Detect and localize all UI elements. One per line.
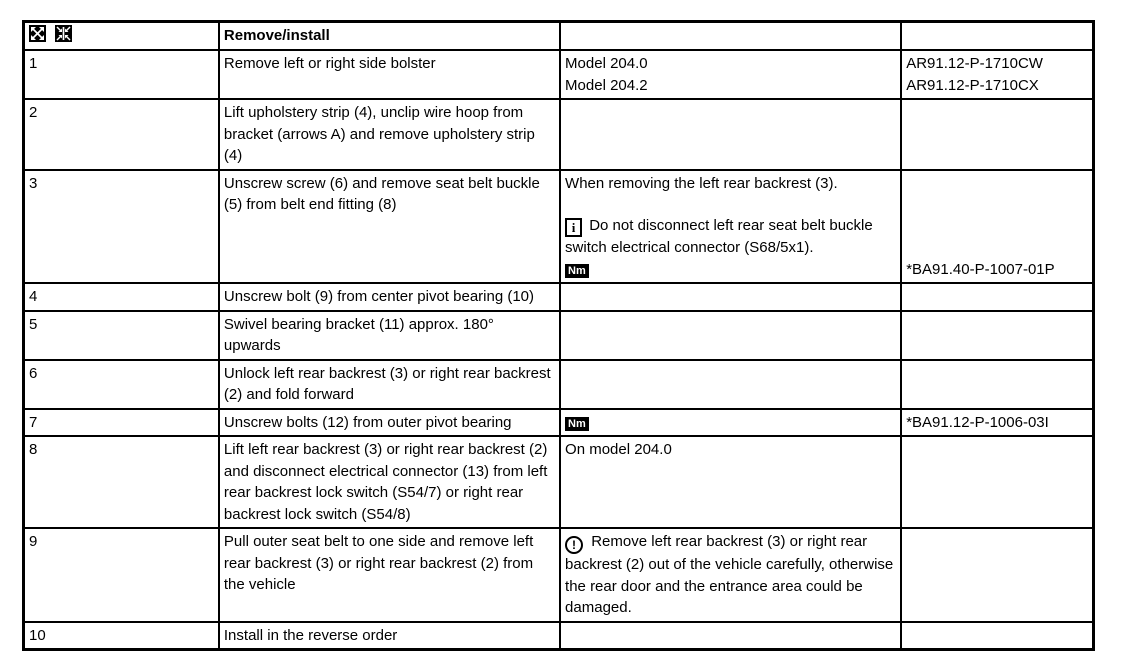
table-row-step-9 xyxy=(24,528,1094,622)
damage-warning-icon: ! xyxy=(565,536,583,554)
expand-arrows-icon[interactable] xyxy=(29,25,46,42)
table-row-step-1 xyxy=(24,50,1094,99)
note-cell xyxy=(560,622,901,650)
header-remove-install: Remove/install xyxy=(219,22,560,51)
note-text: Model 204.0 xyxy=(565,55,648,72)
table-row-step-7 xyxy=(24,409,1094,437)
task-table-body xyxy=(24,50,1094,650)
reference-cell xyxy=(901,283,1093,311)
action-cell: Unscrew screw (6) and remove seat belt buckle (5) from belt end fitting (8) xyxy=(219,170,560,284)
header-reference xyxy=(901,22,1093,51)
step-number: 5 xyxy=(24,311,219,360)
table-row-step-10 xyxy=(24,622,1094,650)
nm-torque-icon[interactable]: Nm xyxy=(565,264,589,278)
note-cell xyxy=(560,170,901,284)
table-row-step-4 xyxy=(24,283,1094,311)
step-number: 6 xyxy=(24,360,219,409)
info-note: i Do not disconnect left rear seat belt buckle switch electrical connector (S68/5x1). xyxy=(565,217,873,256)
nm-note xyxy=(565,412,895,434)
step-number: 1 xyxy=(24,50,219,99)
reference-cell xyxy=(901,311,1093,360)
action-cell: Unlock left rear backrest (3) or right rear backrest (2) and fold forward xyxy=(219,360,560,409)
header-icons-cell xyxy=(24,22,219,51)
document-reference[interactable]: *BA91.12-P-1006-03I xyxy=(906,413,1049,431)
step-number: 2 xyxy=(24,99,219,170)
step-number: 4 xyxy=(24,283,219,311)
document-reference[interactable]: AR91.12-P-1710CW xyxy=(906,55,1043,72)
table-row-step-3 xyxy=(24,170,1094,284)
note-cell xyxy=(560,436,901,528)
nm-note xyxy=(565,259,895,281)
note-text: Model 204.2 xyxy=(565,76,648,94)
note-cell xyxy=(560,360,901,409)
action-cell: Pull outer seat belt to one side and remove left rear backrest (3) or right rear backrest (2) from the vehicle xyxy=(219,528,560,622)
reference-cell xyxy=(901,170,1093,284)
document-reference[interactable]: AR91.12-P-1710CX xyxy=(906,76,1039,94)
blank-line xyxy=(565,194,895,215)
table-row-step-2 xyxy=(24,99,1094,170)
action-cell: Swivel bearing bracket (11) approx. 180° upwards xyxy=(219,311,560,360)
note-cell xyxy=(560,528,901,622)
action-cell: Install in the reverse order xyxy=(219,622,560,650)
step-number: 7 xyxy=(24,409,219,437)
reference-cell xyxy=(901,360,1093,409)
note-cell xyxy=(560,409,901,437)
note-cell xyxy=(560,99,901,170)
reference-cell xyxy=(901,622,1093,650)
table-row-step-6 xyxy=(24,360,1094,409)
remove-install-document xyxy=(22,20,1095,651)
collapse-arrows-icon[interactable] xyxy=(55,25,72,42)
note-text: When removing the left rear backrest (3). xyxy=(565,174,838,192)
action-cell: Unscrew bolt (9) from center pivot bearing (10) xyxy=(219,283,560,311)
remove-install-table xyxy=(22,20,1095,651)
reference-cell xyxy=(901,409,1093,437)
note-cell xyxy=(560,311,901,360)
damage-note: ! Remove left rear backrest (3) or right rear backrest (2) out of the vehicle carefully, otherwise the rear door and the entrance area could be damaged. xyxy=(565,533,894,616)
document-reference[interactable]: *BA91.40-P-1007-01P xyxy=(906,260,1055,278)
action-cell: Remove left or right side bolster xyxy=(219,50,560,99)
header-note xyxy=(560,22,901,51)
nm-torque-icon[interactable]: Nm xyxy=(565,417,589,431)
note-cell xyxy=(560,283,901,311)
step-number: 9 xyxy=(24,528,219,622)
action-cell: Lift upholstery strip (4), unclip wire hoop from bracket (arrows A) and remove upholstery strip (4) xyxy=(219,99,560,170)
step-number: 10 xyxy=(24,622,219,650)
action-cell: Lift left rear backrest (3) or right rear backrest (2) and disconnect electrical connector (13) from left rear backrest lock switch (S54/7) or right rear backrest lock switch (S54/8) xyxy=(219,436,560,528)
reference-cell xyxy=(901,528,1093,622)
info-icon: i xyxy=(565,218,582,237)
table-header-row xyxy=(24,22,1094,51)
step-number: 3 xyxy=(24,170,219,284)
step-number: 8 xyxy=(24,436,219,528)
note-cell xyxy=(560,50,901,99)
reference-cell xyxy=(901,50,1093,99)
reference-cell xyxy=(901,99,1093,170)
table-row-step-8 xyxy=(24,436,1094,528)
note-text: On model 204.0 xyxy=(565,441,672,458)
table-row-step-5 xyxy=(24,311,1094,360)
reference-cell xyxy=(901,436,1093,528)
action-cell: Unscrew bolts (12) from outer pivot bearing xyxy=(219,409,560,437)
